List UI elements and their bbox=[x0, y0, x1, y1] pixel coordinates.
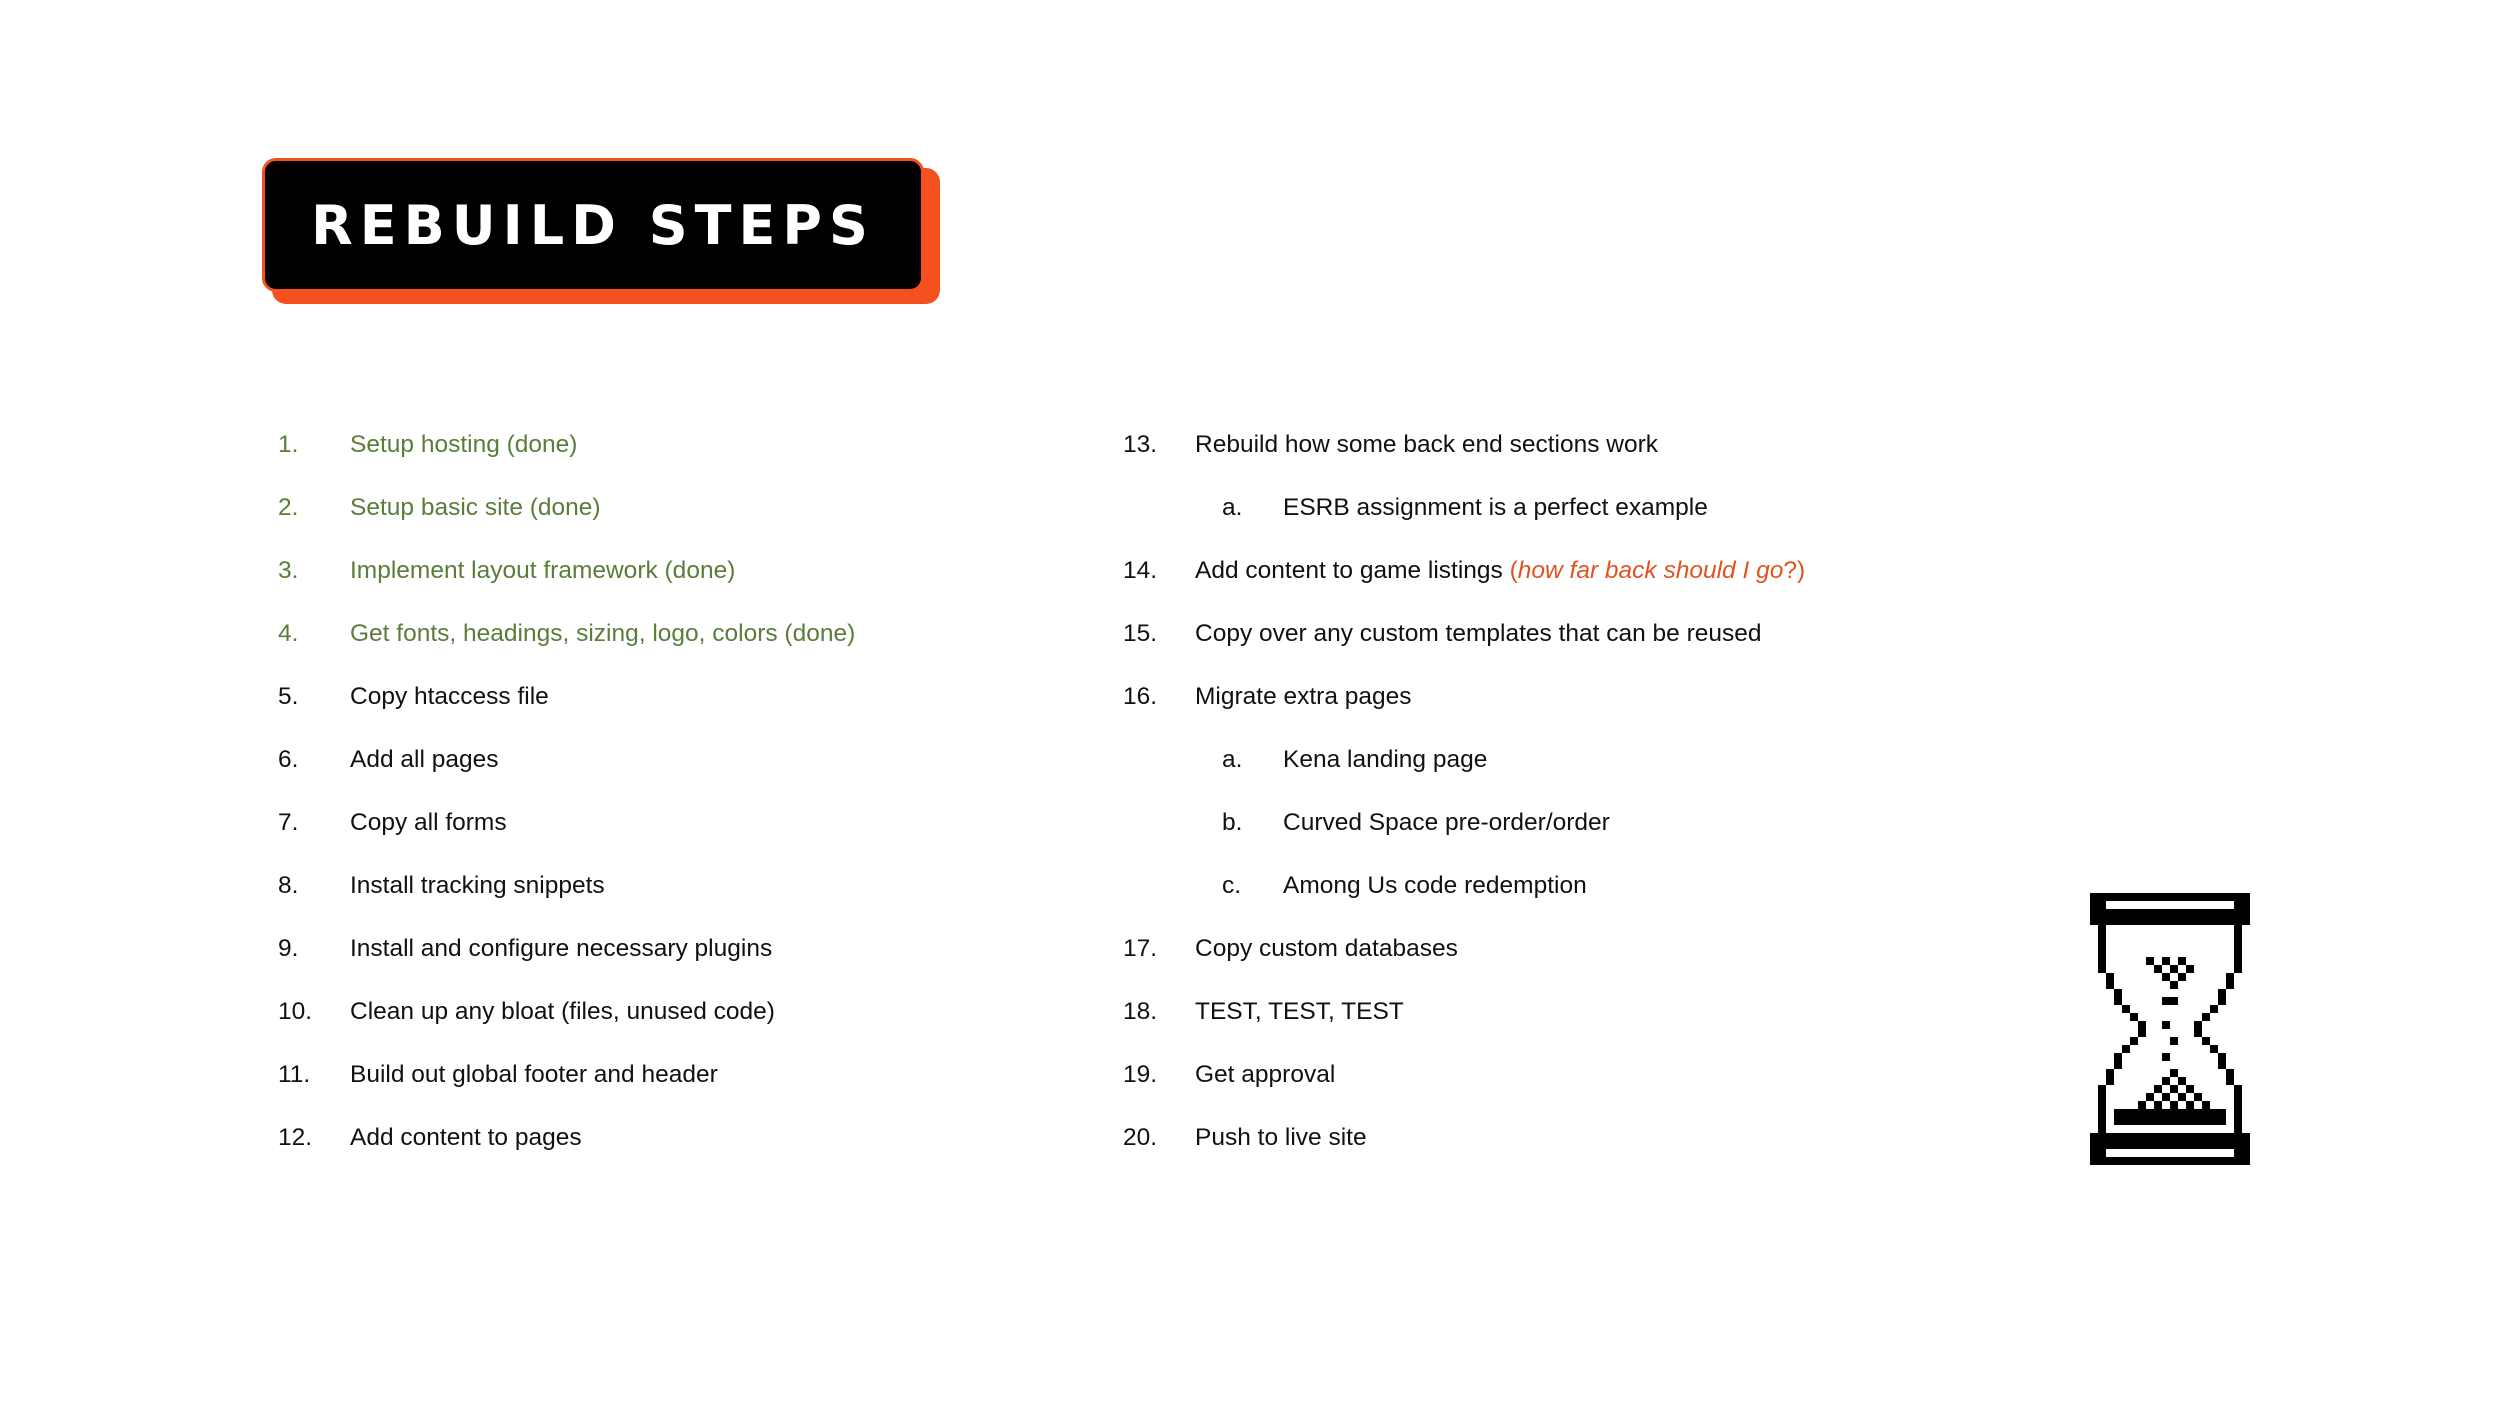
step-text: Build out global footer and header bbox=[350, 1061, 718, 1088]
step-item bbox=[278, 1113, 1098, 1176]
step-number: 1. bbox=[278, 431, 299, 458]
step-text-wrap bbox=[350, 1050, 718, 1100]
step-text: Get fonts, headings, sizing, logo, colors (done) bbox=[350, 620, 856, 647]
step-item bbox=[1123, 987, 2023, 1050]
note-open-paren: ( bbox=[1509, 557, 1518, 584]
sub-step-item bbox=[1123, 861, 2023, 924]
step-text-wrap bbox=[1195, 672, 1412, 722]
title-banner-box bbox=[262, 158, 924, 292]
step-item bbox=[278, 987, 1098, 1050]
step-number: 13. bbox=[1123, 431, 1158, 458]
step-number: 12. bbox=[278, 1124, 313, 1151]
step-item bbox=[1123, 1050, 2023, 1113]
step-text-wrap bbox=[350, 798, 507, 848]
step-item bbox=[278, 483, 1098, 546]
page-title: REBUILD STEPS bbox=[311, 193, 875, 257]
step-text: Copy custom databases bbox=[1195, 935, 1458, 962]
sub-step-item bbox=[1123, 798, 2023, 861]
step-text-wrap bbox=[1195, 987, 1404, 1037]
step-text-wrap bbox=[350, 987, 775, 1037]
step-item bbox=[278, 609, 1098, 672]
step-text-wrap bbox=[1283, 735, 1487, 785]
step-text: ESRB assignment is a perfect example bbox=[1283, 494, 1708, 521]
step-text: Migrate extra pages bbox=[1195, 683, 1412, 710]
step-number: 17. bbox=[1123, 935, 1158, 962]
step-text: Among Us code redemption bbox=[1283, 872, 1587, 899]
step-number: 14. bbox=[1123, 557, 1158, 584]
step-text: Copy htaccess file bbox=[350, 683, 549, 710]
step-item bbox=[278, 420, 1098, 483]
step-text-wrap bbox=[350, 1113, 582, 1163]
step-text-wrap bbox=[350, 861, 605, 911]
step-number: 18. bbox=[1123, 998, 1158, 1025]
step-text: TEST, TEST, TEST bbox=[1195, 998, 1404, 1025]
step-item bbox=[278, 861, 1098, 924]
step-text: Implement layout framework (done) bbox=[350, 557, 736, 584]
step-number: 20. bbox=[1123, 1124, 1158, 1151]
step-item bbox=[278, 672, 1098, 735]
step-text: Install tracking snippets bbox=[350, 872, 605, 899]
step-item bbox=[1123, 672, 2023, 735]
step-text-wrap bbox=[1195, 924, 1458, 974]
steps-list-right bbox=[1123, 420, 2023, 1176]
step-text: Kena landing page bbox=[1283, 746, 1488, 773]
step-text: Install and configure necessary plugins bbox=[350, 935, 773, 962]
step-item bbox=[1123, 420, 2023, 483]
step-item bbox=[278, 546, 1098, 609]
step-text-wrap bbox=[1195, 546, 1805, 596]
step-text-wrap bbox=[350, 483, 601, 533]
step-item bbox=[1123, 1113, 2023, 1176]
step-item bbox=[278, 798, 1098, 861]
step-text-wrap bbox=[1283, 483, 1708, 533]
step-text-wrap bbox=[1195, 1113, 1367, 1163]
title-banner bbox=[262, 158, 930, 298]
step-item bbox=[278, 1050, 1098, 1113]
step-number: a. bbox=[1222, 494, 1243, 521]
step-number: 9. bbox=[278, 935, 299, 962]
step-number: 6. bbox=[278, 746, 299, 773]
step-text: Add all pages bbox=[350, 746, 499, 773]
step-text-wrap bbox=[1283, 861, 1587, 911]
step-text-wrap bbox=[350, 735, 498, 785]
step-text-wrap bbox=[1283, 798, 1610, 848]
step-item bbox=[1123, 609, 2023, 672]
step-text-wrap bbox=[1195, 609, 1762, 659]
step-text-wrap bbox=[350, 924, 772, 974]
step-text: Curved Space pre-order/order bbox=[1283, 809, 1610, 836]
step-number: 3. bbox=[278, 557, 299, 584]
step-number: 8. bbox=[278, 872, 299, 899]
step-item bbox=[1123, 546, 2023, 609]
sub-step-item bbox=[1123, 735, 2023, 798]
steps-list-left bbox=[278, 420, 1098, 1176]
step-text: Get approval bbox=[1195, 1061, 1336, 1088]
step-number: c. bbox=[1222, 872, 1242, 899]
step-number: 7. bbox=[278, 809, 299, 836]
step-text-wrap bbox=[350, 420, 577, 470]
step-text-wrap bbox=[350, 546, 735, 596]
step-number: 10. bbox=[278, 998, 313, 1025]
step-number: 16. bbox=[1123, 683, 1158, 710]
step-number: 15. bbox=[1123, 620, 1158, 647]
step-text-wrap bbox=[1195, 1050, 1335, 1100]
step-number: 4. bbox=[278, 620, 299, 647]
step-text: Add content to game listings bbox=[1195, 557, 1510, 584]
step-number: b. bbox=[1222, 809, 1243, 836]
step-text: Copy over any custom templates that can be reused bbox=[1195, 620, 1762, 647]
step-item bbox=[278, 924, 1098, 987]
sub-step-item bbox=[1123, 483, 2023, 546]
step-number: a. bbox=[1222, 746, 1243, 773]
step-text: Setup basic site (done) bbox=[350, 494, 601, 521]
step-item bbox=[278, 735, 1098, 798]
step-text-wrap bbox=[350, 672, 549, 722]
step-text-wrap bbox=[350, 609, 855, 659]
step-text: Setup hosting (done) bbox=[350, 431, 578, 458]
step-text: Copy all forms bbox=[350, 809, 507, 836]
step-text: Add content to pages bbox=[350, 1124, 582, 1151]
note-close-paren: ?) bbox=[1783, 557, 1806, 584]
step-item bbox=[1123, 924, 2023, 987]
step-number: 19. bbox=[1123, 1061, 1158, 1088]
step-text: Clean up any bloat (files, unused code) bbox=[350, 998, 775, 1025]
hourglass-icon bbox=[2090, 893, 2250, 1165]
step-number: 11. bbox=[278, 1061, 311, 1088]
step-number: 2. bbox=[278, 494, 299, 521]
step-text-wrap bbox=[1195, 420, 1658, 470]
step-question-note: how far back should I go bbox=[1517, 557, 1784, 584]
step-number: 5. bbox=[278, 683, 299, 710]
step-text: Rebuild how some back end sections work bbox=[1195, 431, 1659, 458]
step-text: Push to live site bbox=[1195, 1124, 1367, 1151]
